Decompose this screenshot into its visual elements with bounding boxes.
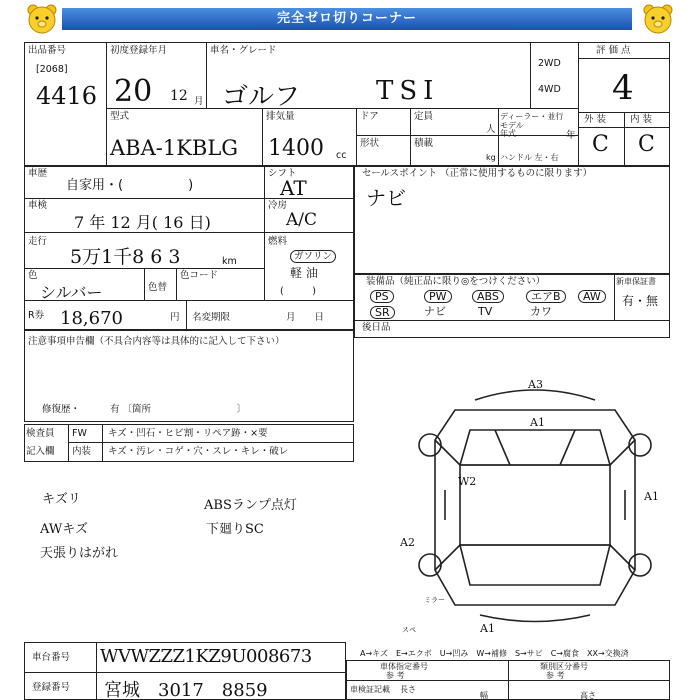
recycle-label: R券: [28, 310, 45, 321]
wd2-label: 2WD: [538, 58, 561, 69]
length-label: 長さ: [400, 685, 416, 694]
cert-label: 車検証記載: [350, 685, 390, 694]
reg-month-value: 12: [170, 88, 188, 104]
spec-label: 車体指定番号: [380, 662, 428, 671]
displacement-label: 排気量: [266, 111, 295, 122]
exterior-grade-value: C: [592, 132, 609, 157]
plate-label: 登録番号: [32, 682, 71, 693]
fuel-diesel-option: 軽 油: [290, 266, 318, 280]
mascot-left-icon: [24, 2, 60, 36]
notes-title: 注意事項申告欄（不具合内容等は具体的に記入して下さい）: [28, 336, 285, 347]
fuel-label: 燃料: [268, 236, 288, 247]
color-tone-label: 色替: [148, 282, 168, 293]
recycle-unit: 円: [170, 312, 180, 323]
fuel-paren: ( ): [280, 286, 316, 297]
shape-label: 形状: [360, 138, 380, 149]
equip-aw: AW: [578, 290, 606, 303]
lot-no-value: 4416: [36, 82, 98, 110]
car-damage-diagram: [400, 370, 670, 640]
name-change-unit: 月 日: [286, 312, 325, 323]
note-right-2: 下廻りSC: [206, 522, 264, 537]
first-reg-label: 初度登録年月: [110, 45, 168, 56]
handle-label: ハンドル 左・右: [500, 153, 559, 162]
spec-sub: 参 考: [386, 671, 405, 680]
fw-items: キズ・凹石・ヒビ割・リペア跡・×要: [108, 428, 268, 439]
score-label: 評 価 点: [596, 45, 631, 56]
equip-airbag: エアB: [526, 290, 566, 303]
year-unit: 年: [566, 130, 576, 141]
color-code-label: 色コード: [180, 270, 219, 281]
inspection-label: 車検: [28, 200, 48, 211]
note-left-3: 天張りはがれ: [40, 546, 119, 561]
chassis-value: WVWZZZ1KZ9U008673: [100, 646, 312, 667]
note-left-1: キズリ: [42, 492, 81, 507]
aftermarket-label: 後日品: [362, 322, 391, 333]
equip-abs: ABS: [472, 290, 504, 303]
model-name-value: ゴルフ: [222, 82, 301, 112]
equip-navi: ナビ: [424, 305, 446, 318]
color-value: シルバー: [40, 283, 103, 302]
model-year-label: モデル 年式: [500, 121, 524, 138]
equip-leather: カワ: [530, 305, 552, 318]
exterior-label: 外 装: [584, 114, 607, 125]
note-right-1: ABSランプ点灯: [204, 498, 297, 513]
height-label: 高さ: [580, 691, 596, 700]
displacement-unit: cc: [336, 150, 347, 161]
equip-tv: TV: [478, 305, 493, 318]
history-value: 自家用・( ): [66, 178, 194, 193]
reg-month-unit: 月: [194, 96, 204, 107]
interior-row-label: 内装: [72, 446, 92, 457]
inspector-label-1: 検査員: [26, 428, 55, 439]
plate-value: 宮城 3017 8859: [104, 680, 268, 700]
mark-w2: W2: [458, 475, 477, 488]
mark-a1-bottom: A1: [480, 622, 495, 635]
color-label: 色: [28, 270, 38, 281]
load-label: 積載: [414, 138, 434, 149]
displacement-value: 1400: [268, 136, 324, 161]
wd4-label: 4WD: [538, 84, 561, 95]
capacity-label: 定員: [414, 111, 434, 122]
name-change-label: 名変期限: [192, 312, 231, 323]
model-grade-label: 車名・グレード: [210, 45, 277, 56]
interior-items: キズ・汚レ・コゲ・穴・スレ・キレ・破レ: [108, 446, 289, 457]
reg-year-value: 20: [114, 74, 153, 109]
shift-label: シフト: [268, 168, 297, 179]
mark-a3-top: A3: [528, 378, 543, 391]
class-sub: 参 考: [546, 671, 565, 680]
inspection-value: 7 年 12 月( 16 日): [74, 213, 211, 232]
label-bottom: スペ: [402, 626, 416, 634]
load-unit: kg: [486, 153, 496, 162]
interior-label: 内 装: [630, 114, 653, 125]
interior-grade-value: C: [638, 132, 655, 157]
lot-no-label: 出品番号: [28, 45, 67, 56]
equip-ps: PS: [370, 290, 394, 303]
grade-value: TSI: [376, 76, 440, 106]
model-code-value: ABA-1KBLG: [110, 136, 239, 160]
repair-label: 修復歴・: [42, 404, 81, 415]
mileage-label: 走行: [28, 236, 48, 247]
width-label: 幅: [480, 691, 488, 700]
legend: A→キズ E→エクボ U→凹み W→補修 S→サビ C→腐食 XX→交換済: [360, 649, 629, 658]
mileage-unit: km: [222, 256, 237, 267]
inspector-label-2: 記入欄: [26, 446, 55, 457]
mascot-right-icon: [640, 2, 676, 36]
warranty-label: 新車保証書: [616, 277, 656, 286]
equipment-label: 装備品（純正品に限り◎をつけください）: [366, 276, 546, 287]
capacity-unit: 人: [486, 124, 496, 135]
model-code-label: 型式: [110, 111, 130, 122]
banner-title: 完全ゼロ切りコーナー: [62, 8, 632, 30]
repair-value: 有 〔箇所 〕: [110, 404, 247, 415]
equip-sr: SR: [370, 306, 395, 319]
ac-label: 冷房: [268, 200, 288, 211]
sales-value: ナビ: [366, 186, 406, 210]
chassis-label: 車台番号: [32, 652, 71, 663]
mileage-value: 5万1千8 6 3: [70, 246, 181, 268]
equip-pw: PW: [424, 290, 452, 303]
warranty-value: 有・無: [622, 294, 659, 308]
mark-a2-left: A2: [400, 536, 415, 549]
fuel-petrol-option: ガソリン: [290, 250, 336, 263]
note-left-2: AWキズ: [40, 522, 88, 537]
score-value: 4: [612, 68, 634, 108]
mark-a1-roof: A1: [530, 416, 545, 429]
history-label: 車歴: [28, 168, 48, 179]
class-label: 類別区分番号: [540, 662, 588, 671]
mark-a1-right: A1: [644, 490, 659, 503]
ac-value: A/C: [286, 210, 318, 230]
door-label: ドア: [360, 111, 379, 122]
lot-sub-value: [2068]: [36, 64, 68, 75]
dealer-label: ディーラー・並行: [500, 112, 564, 121]
fw-label: FW: [72, 428, 87, 439]
shift-value: AT: [280, 176, 307, 200]
label-mirror: ミラー: [424, 596, 445, 604]
sales-label: セールスポイント （正常に使用するものに限ります）: [362, 168, 593, 179]
recycle-value: 18,670: [60, 308, 123, 329]
